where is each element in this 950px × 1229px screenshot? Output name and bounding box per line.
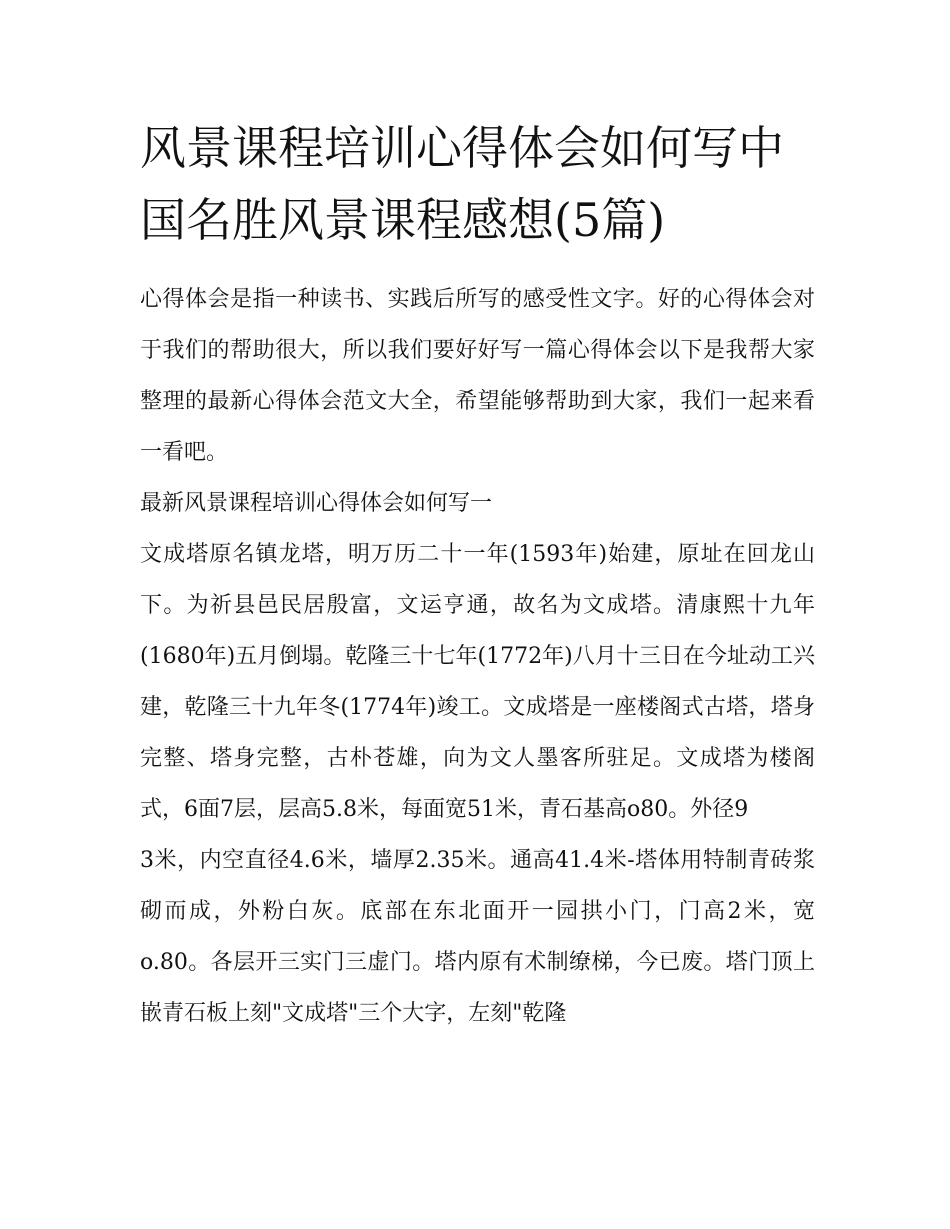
paragraph-1: 文成塔原名镇龙塔，明万历二十一年(1593年)始建，原址在回龙山下。为祈县邑民居殷富，文运亨通，故名为文成塔。清康熙十九年(1680年)五月倒塌。乾隆三十七年(1772年)八月十三日在今址动工兴建，乾隆三十九年冬(1774年)竣工。文成塔是一座楼阁式古塔，塔身完整、塔身完整，古朴苍雄，向为文人墨客所驻足。文成塔为楼阁式，6面7层，层高5.8米，每面宽51米，青石基高o80。外径9 xyxy=(140,542,815,822)
section-heading: 最新风景课程培训心得体会如何写一 xyxy=(140,491,493,516)
document-title: 风景课程培训心得体会如何写中国名胜风景课程感想(5篇) xyxy=(140,121,784,247)
paragraph-2: 3米，内空直径4.6米，墙厚2.35米。通高41.4米-塔体用特制青砖浆砌而成，外粉白灰。底部在东北面开一园拱小门，门高2米，宽o.80。各层开三实门三虚门。塔内原有术制缭梯，今已废。塔门顶上嵌青石板上刻"文成塔"三个大字，左刻"乾隆 xyxy=(140,848,815,1026)
intro-paragraph: 心得体会是指一种读书、实践后所写的感受性文字。好的心得体会对于我们的帮助很大，所以我们要好好写一篇心得体会以下是我帮大家整理的最新心得体会范文大全，希望能够帮助到大家，我们一起来看一看吧。 xyxy=(140,287,815,465)
document-page xyxy=(140,112,815,1039)
